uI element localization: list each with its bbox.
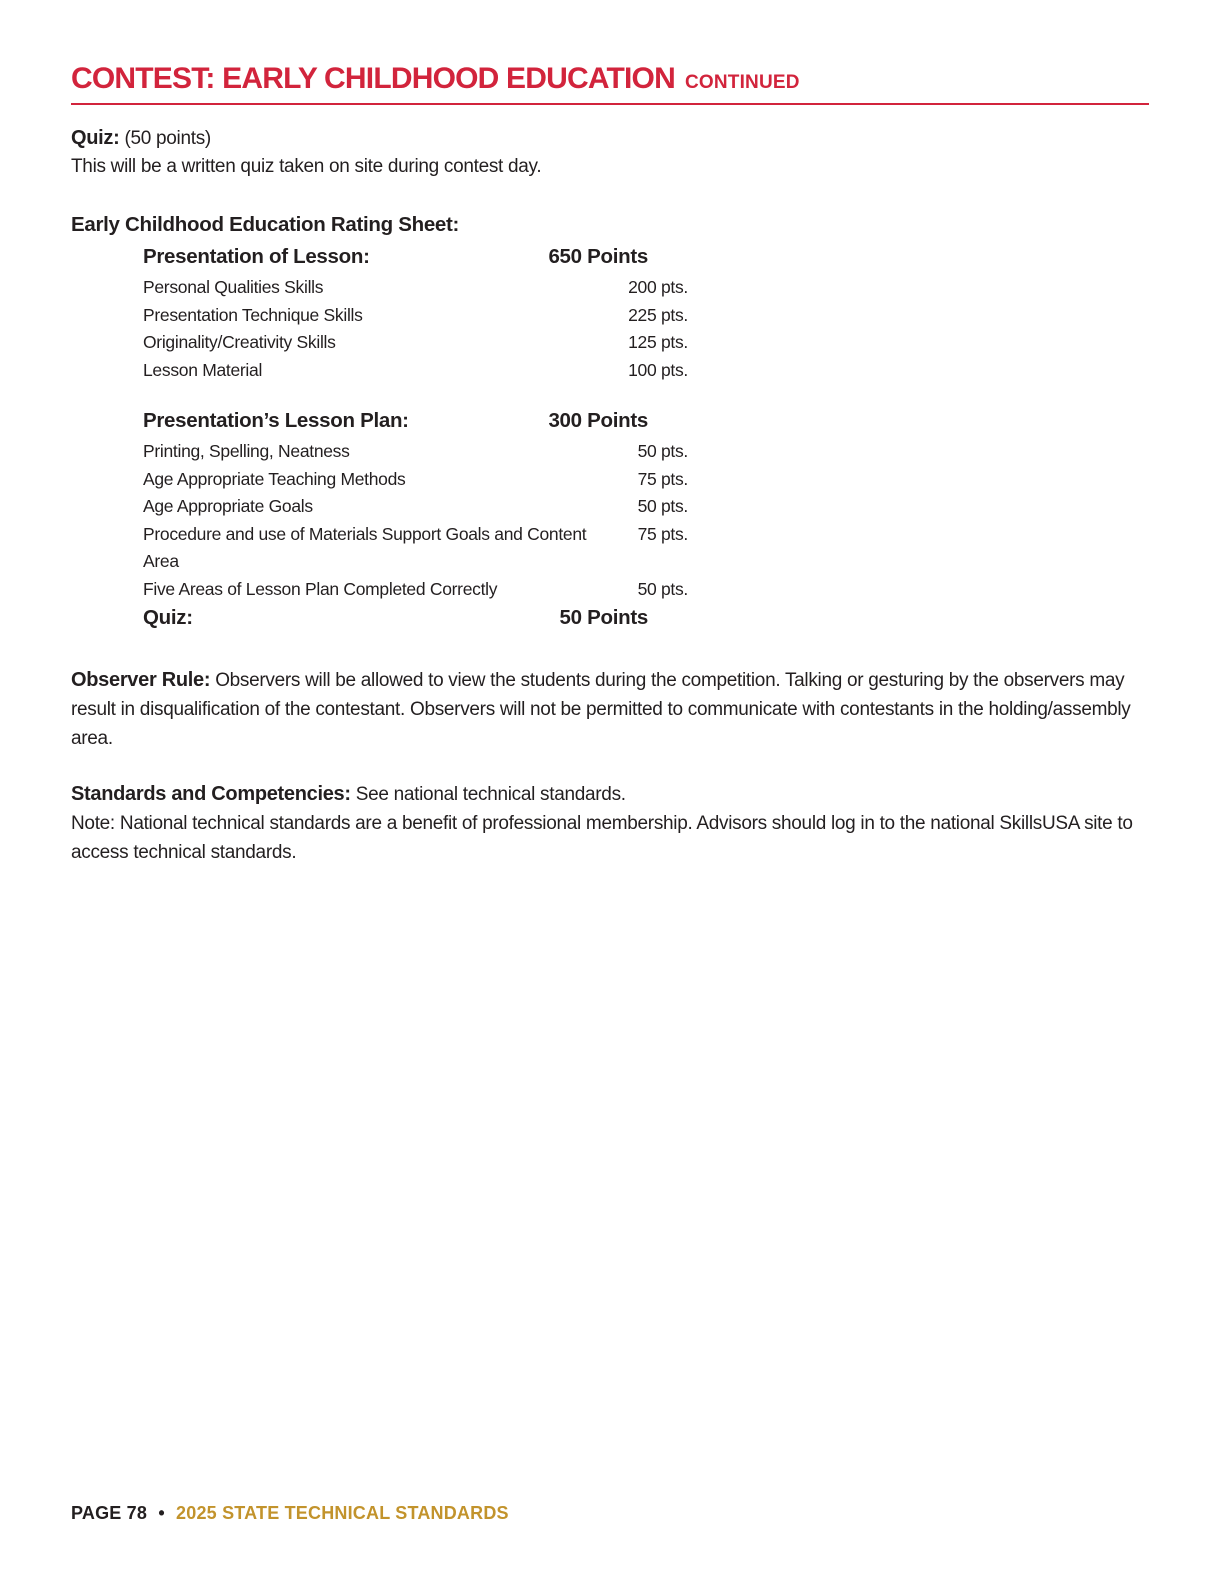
standards-note: Note: National technical standards are a benefit of professional membership. Advisors should log in to the national SkillsUSA site to access technical standards. [71, 813, 1133, 863]
page-title-continued: CONTINUED [684, 72, 800, 93]
footer-bullet: • [158, 1503, 165, 1523]
rating-item-points: 50 pts. [637, 496, 688, 516]
group-points: 300 Points [548, 409, 648, 432]
rating-item-label: Printing, Spelling, Neatness [143, 441, 350, 461]
rating-group-presentation-of-lesson [143, 245, 1149, 384]
observer-rule-label: Observer Rule: [71, 669, 211, 691]
quiz-points: (50 points) [124, 128, 211, 149]
footer-standards-label: 2025 STATE TECHNICAL STANDARDS [176, 1503, 509, 1523]
rating-item-points: 125 pts. [628, 332, 688, 352]
group-title: Presentation’s Lesson Plan: [143, 409, 409, 432]
group-title: Presentation of Lesson: [143, 245, 370, 268]
rating-sheet [71, 213, 1149, 630]
rating-item [143, 576, 688, 604]
standards-heading-line [71, 780, 1149, 809]
standards-text: See national technical standards. [355, 784, 626, 805]
page-content [71, 62, 1149, 867]
rating-item [143, 438, 688, 466]
quiz-intro-heading [71, 124, 1149, 153]
footer-page-number: PAGE 78 [71, 1503, 148, 1523]
rating-item-points: 200 pts. [628, 277, 688, 297]
rating-group-presentations-lesson-plan [143, 409, 1149, 603]
rating-item-label: Personal Qualities Skills [143, 277, 324, 297]
rating-item [143, 521, 688, 576]
rating-item-points: 75 pts. [637, 523, 688, 544]
quiz-row-points: 50 Points [559, 606, 648, 629]
rating-item-label: Age Appropriate Teaching Methods [143, 468, 406, 489]
rating-item [143, 493, 688, 521]
page-footer [71, 1503, 509, 1524]
rating-item-points: 75 pts. [637, 468, 688, 489]
rating-item-points: 50 pts. [637, 441, 688, 461]
group-points: 650 Points [548, 245, 648, 268]
group-header [143, 409, 1149, 433]
standards-label: Standards and Competencies: [71, 783, 351, 805]
observer-rule-text: Observers will be allowed to view the students during the competition. Talking or gesturing by the observers may result in disqualification of the contestant. Observers will not be permitted to communicate with contestants in the holding/assembly area. [71, 670, 1131, 749]
group-header [143, 245, 1149, 269]
rating-item-label: Lesson Material [143, 359, 263, 380]
rating-item-points: 50 pts. [637, 578, 688, 599]
rating-sheet-heading: Early Childhood Education Rating Sheet: [71, 213, 460, 236]
observer-rule-section [71, 666, 1149, 753]
quiz-label: Quiz: [71, 127, 120, 149]
rating-item [143, 302, 688, 330]
rating-item-label: Age Appropriate Goals [143, 496, 313, 516]
rating-quiz-row [143, 606, 1149, 630]
rating-item-label: Procedure and use of Materials Support Goals and Content Area [143, 523, 587, 571]
page-header [71, 62, 1149, 105]
quiz-intro-section [71, 124, 1149, 181]
rating-item-points: 225 pts. [628, 304, 688, 325]
rating-item-points: 100 pts. [628, 359, 688, 380]
rating-item-label: Five Areas of Lesson Plan Completed Correctly [143, 578, 498, 599]
page-title: CONTEST: EARLY CHILDHOOD EDUCATION [71, 62, 675, 95]
rating-item-label: Presentation Technique Skills [143, 304, 363, 325]
rating-item [143, 329, 688, 357]
rating-item [143, 274, 688, 302]
standards-section [71, 780, 1149, 867]
quiz-description: This will be a written quiz taken on site during contest day. [71, 156, 542, 177]
rating-item-label: Originality/Creativity Skills [143, 332, 336, 352]
rating-item [143, 357, 688, 385]
rating-item [143, 466, 688, 494]
quiz-row-title: Quiz: [143, 606, 193, 629]
